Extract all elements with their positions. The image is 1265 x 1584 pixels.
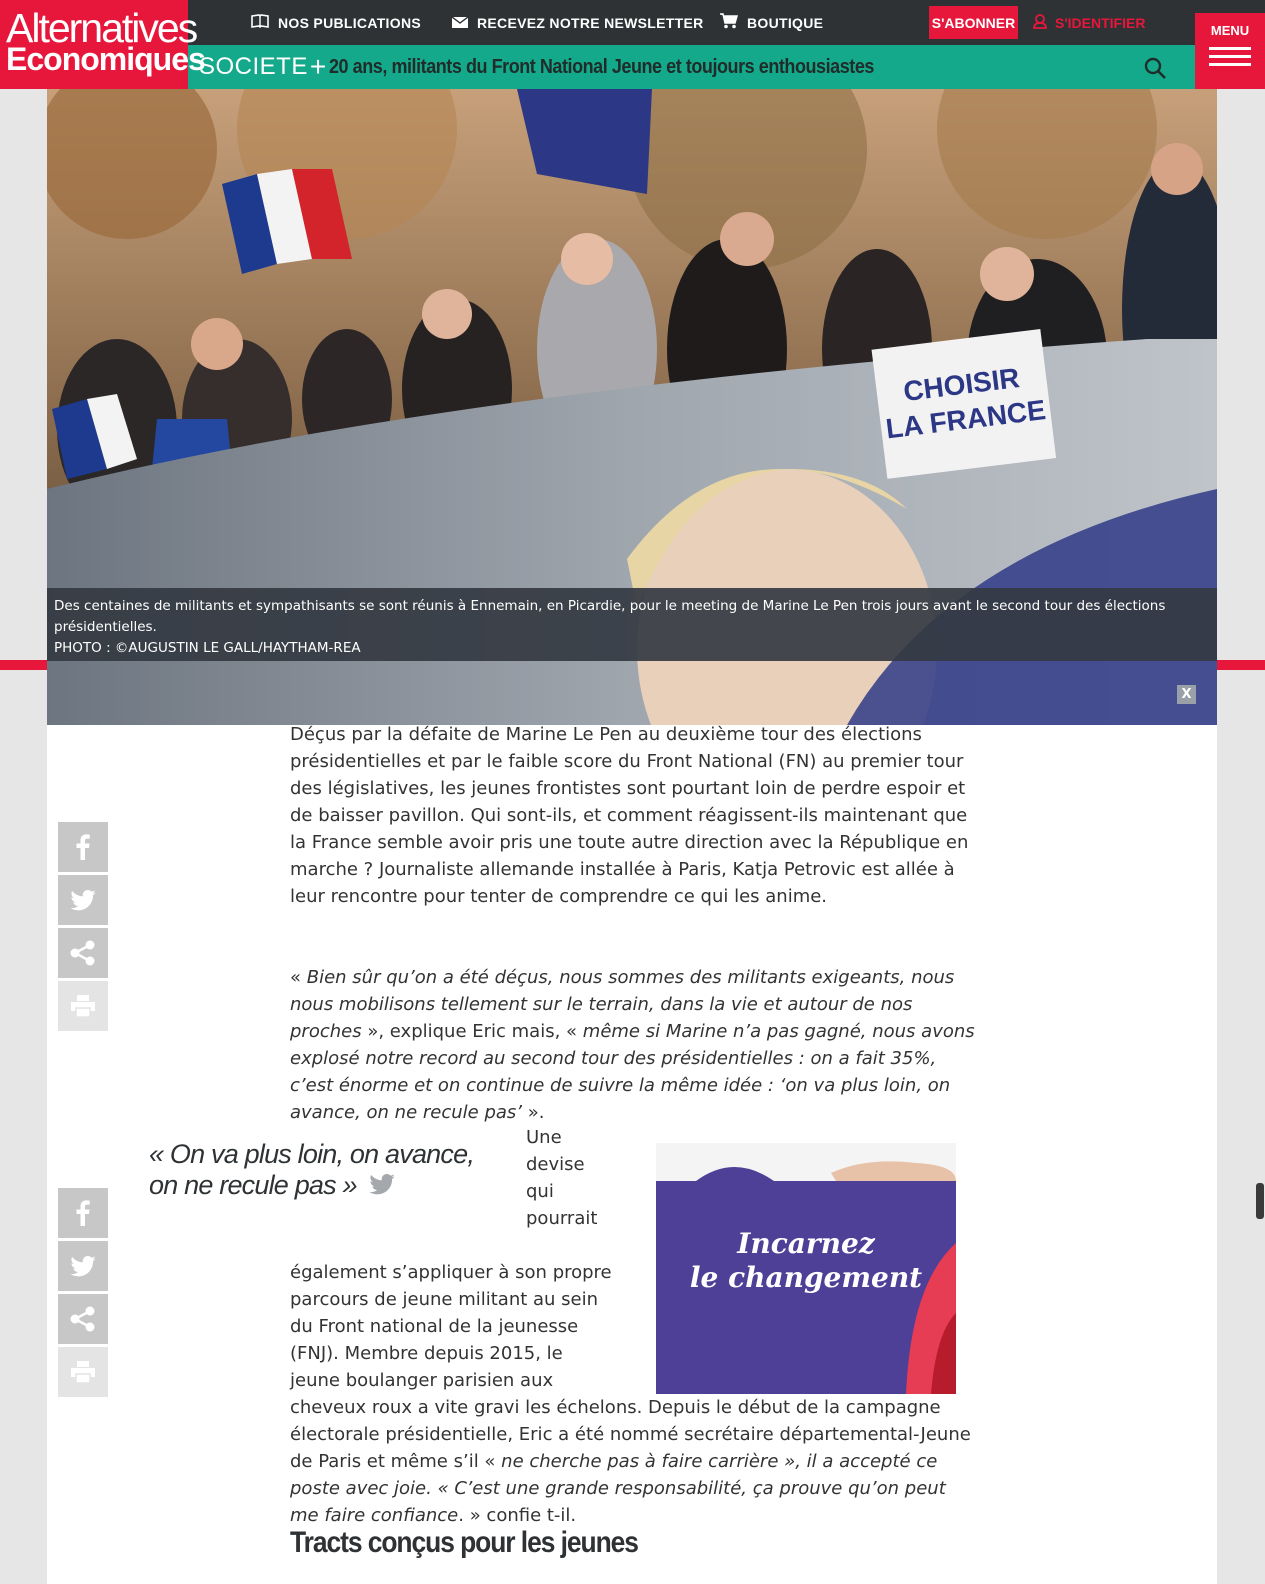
body-text: Une devise qui pourrait également s’appliquer à son propre parcours de jeune militant au sein du Front national de la jeunesse (FNJ). Membre depuis 2015, le jeune boulanger parisien aux cheveux roux a vite gravi les échelons. Depuis le début de la campagne électorale présidentielle, Eric a été nommé secrétaire départemental-Jeune de Paris et même s’il « (290, 1127, 971, 1472)
nav-shop-label: BOUTIQUE (747, 14, 824, 31)
print-icon (71, 1361, 95, 1383)
logo-line2: Economiques (6, 41, 205, 77)
login-link[interactable] (1033, 0, 1145, 45)
pullquote-text: « On va plus loin, on avance, on ne recule pas » (149, 1139, 475, 1200)
quote-paragraph (290, 964, 975, 1126)
facebook-icon (76, 834, 90, 860)
section-heading: Tracts conçus pour les jeunes (290, 1526, 638, 1559)
hamburger-bar (1209, 63, 1251, 66)
quote-part-1: Bien sûr qu’on a été déçus, nous sommes des militants exigeants, nous nous mobilisons tellement sur le terrain, dans la vie et autour de nos proches (290, 967, 955, 1042)
quote-open: « (290, 967, 307, 988)
twitter-icon (70, 1256, 96, 1277)
envelope-icon (452, 15, 468, 31)
ad-line2: le changement (689, 1261, 923, 1294)
share-icon (70, 1306, 96, 1332)
hamburger-bar (1209, 47, 1251, 50)
caption-text: Des centaines de militants et sympathisants se sont réunis à Ennemain, en Picardie, pour le meeting de Marine Le Pen trois jours avant le second tour des élections présidentielles. (54, 598, 1166, 635)
close-caption-button[interactable]: X (1177, 685, 1196, 704)
quote-close: ». (522, 1102, 545, 1123)
section-bar (188, 45, 1265, 89)
scrollbar-thumb[interactable] (1256, 1183, 1264, 1219)
nav-publications[interactable] (251, 0, 421, 45)
hero-caption (47, 588, 1217, 661)
section-plus: + (309, 51, 327, 82)
search-icon[interactable] (1143, 56, 1167, 80)
menu-button[interactable] (1195, 13, 1265, 89)
top-nav-bar (188, 0, 1265, 45)
body-end: . » confie t-il. (458, 1505, 577, 1526)
site-logo[interactable] (0, 0, 205, 89)
nav-shop[interactable] (720, 0, 823, 45)
nav-publications-label: NOS PUBLICATIONS (278, 14, 421, 31)
hero-image (47, 89, 1217, 725)
article-title-bar: 20 ans, militants du Front National Jeune et toujours enthousiastes (329, 55, 874, 78)
body-quote: ne cherche pas à faire carrière », il a accepté ce poste avec joie. « C’est une grande responsabilité, ça prouve qu’on peut me faire confiance (290, 1451, 946, 1526)
ad-line1: Incarnez (737, 1227, 875, 1260)
print-button[interactable] (58, 981, 108, 1031)
user-icon (1033, 14, 1047, 32)
nav-newsletter-label: RECEVEZ NOTRE NEWSLETTER (477, 14, 704, 31)
tweet-quote-icon[interactable] (369, 1171, 395, 1202)
cart-icon (720, 13, 738, 32)
subscribe-button[interactable]: S'ABONNER (929, 6, 1018, 39)
intro-paragraph: Déçus par la défaite de Marine Le Pen au deuxième tour des élections présidentielles et par le faible score du Front National (FN) au premier tour des législatives, les jeunes frontistes sont pourtant loin de perdre espoir et de baisser pavillon. Qui sont-ils, et comment réagissent-ils maintenant que la France semble avoir pris une toute autre direction avec la République en marche ? Journaliste allemande installée à Paris, Katja Petrovic est allée à leur rencontre pour tenter de comprendre ce qui les anime. (290, 724, 969, 907)
menu-label: MENU (1210, 23, 1250, 38)
nav-newsletter[interactable] (452, 0, 704, 45)
print-button[interactable] (58, 1347, 108, 1397)
print-icon (71, 995, 95, 1017)
ad-graphic (656, 1143, 956, 1394)
share-button[interactable] (58, 928, 108, 978)
quote-part-2: même si Marine n’a pas gagné, nous avons explosé notre record au second tour des présidentielles : on a fait 35%, c’est énorme et on continue de suivre la même idée : ‘on va plus loin, on avance, on ne recule pas’ (290, 1021, 975, 1123)
sign-line1: CHOISIR (901, 362, 1022, 408)
share-button[interactable] (58, 1294, 108, 1344)
twitter-icon (70, 890, 96, 911)
section-name[interactable] (199, 45, 327, 89)
advertisement[interactable] (656, 1143, 956, 1394)
share-icon (70, 940, 96, 966)
photo-credit: PHOTO : ©AUGUSTIN LE GALL/HAYTHAM-REA (54, 640, 361, 656)
quote-mid: », explique Eric mais, « (361, 1021, 583, 1042)
facebook-share-button[interactable] (58, 1188, 108, 1238)
twitter-share-button[interactable] (58, 875, 108, 925)
pullquote (149, 1139, 494, 1202)
twitter-share-button[interactable] (58, 1241, 108, 1291)
section-label: SOCIETE (199, 53, 308, 80)
facebook-share-button[interactable] (58, 822, 108, 872)
facebook-icon (76, 1200, 90, 1226)
login-label: S'IDENTIFIER (1055, 14, 1146, 31)
hamburger-bar (1209, 55, 1251, 58)
logo-line1: Alternatives (6, 5, 197, 51)
sign-line2: LA FRANCE (884, 394, 1048, 445)
book-icon (251, 14, 269, 31)
